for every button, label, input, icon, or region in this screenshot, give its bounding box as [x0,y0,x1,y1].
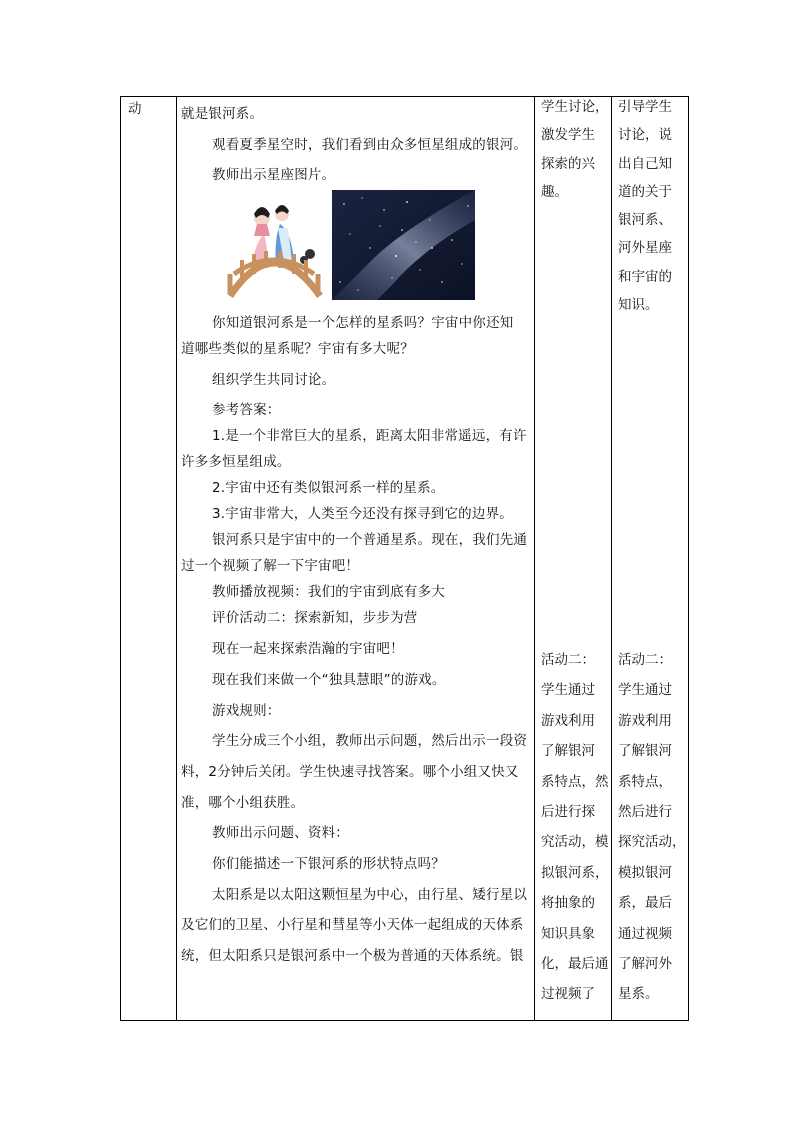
col3-line: 系特点，然 [541,773,609,790]
content-line: 评价活动二：探索新知，步步为营 [212,610,418,627]
content-line: 组织学生共同讨论。 [212,371,336,388]
milky-way-night-sky-photo [332,190,475,300]
col4-line: 银河系、 [618,212,672,229]
content-line: 太阳系是以太阳这颗恒星为中心，由行星、矮行星以 [212,886,528,903]
content-line: 1.是一个非常巨大的星系，距离太阳非常遥远，有许 [212,428,527,445]
content-line: 银河系只是宇宙中的一个普通星系。现在，我们先通 [212,532,528,549]
col4-line: 通过视频 [618,925,672,942]
col3-line: 探索的兴 [541,155,595,172]
content-line: 游戏规则： [212,702,281,719]
col4-line: 系特点， [618,773,672,790]
lesson-table [120,96,689,1021]
col4-line: 和宇宙的 [618,268,672,285]
content-line: 许多多恒星组成。 [181,454,291,471]
col3-line: 究活动，模 [541,834,609,851]
col4-line: 学生通过 [618,682,672,699]
col3-line: 知识具象 [541,925,595,942]
col3-line: 学生通过 [541,682,595,699]
content-line: 统，但太阳系只是银河系中一个极为普通的天体系统。银 [181,948,524,964]
col3-line: 化，最后通 [541,956,609,973]
stage-label: 动 [128,101,142,117]
content-line: 参考答案： [212,402,281,419]
content-line: 2.宇宙中还有类似银河系一样的星系。 [212,480,445,497]
student-activity-bottom [541,645,607,1010]
column-divider [534,97,535,1020]
col3-line: 激发学生 [541,127,595,144]
col4-line: 星系。 [618,986,659,1003]
content-line: 3.宇宙非常大，人类至今还没有探寻到它的边界。 [212,506,513,523]
design-intent-top [618,93,684,319]
column-divider [176,97,177,1020]
teaching-content [181,101,533,969]
col3-line: 学生讨论， [541,99,609,115]
content-line: 学生分成三个小组，教师出示问题，然后出示一段资 [212,733,528,750]
col3-line: 过视频了 [541,986,595,1003]
col4-line: 引导学生 [618,99,672,115]
col4-line: 了解银河 [618,743,672,760]
content-line: 准，哪个小组获胜。 [181,794,305,811]
column-divider [611,97,612,1020]
col3-line: 后进行探 [541,804,595,821]
col3-line: 将抽象的 [541,895,595,912]
content-line: 道哪些类似的星系呢？宇宙有多大呢？ [181,341,414,358]
content-line: 你知道银河系是一个怎样的星系吗？宇宙中你还知 [212,315,514,332]
col4-line: 了解河外 [618,956,672,973]
col4-line: 河外星座 [618,240,672,257]
couple-on-bridge-illustration [224,194,324,298]
content-line: 观看夏季星空时，我们看到由众多恒星组成的银河。 [212,136,528,153]
content-line: 现在一起来探索浩瀚的宇宙吧！ [212,641,404,658]
content-line: 就是银河系。 [181,106,264,122]
col4-line: 游戏利用 [618,712,672,729]
content-line: 料，2分钟后关闭。学生快速寻找答案。哪个小组又快又 [181,763,519,780]
col4-line: 道的关于 [618,183,672,200]
content-line: 你们能描述一下银河系的形状特点吗？ [212,855,445,872]
col3-line: 拟银河系， [541,864,609,881]
content-line: 教师播放视频：我们的宇宙到底有多大 [212,584,445,601]
col4-line: 模拟银河 [618,864,672,881]
image-row [181,190,533,305]
design-intent-bottom [618,645,684,1010]
col3-line: 了解银河 [541,743,595,760]
col3-line: 趣。 [541,183,568,200]
content-line: 过一个视频了解一下宇宙吧！ [181,558,360,575]
col4-line: 探究活动， [618,834,686,851]
col4-line: 然后进行 [618,804,672,821]
content-line: 教师出示问题、资料： [212,825,349,842]
col4-line: 系，最后 [618,895,672,912]
col4-line: 活动二： [618,652,672,668]
col3-line: 活动二： [541,652,595,668]
content-line: 及它们的卫星、小行星和彗星等小天体一起组成的天体系 [181,917,524,934]
col4-line: 出自己知 [618,155,672,172]
content-line: 教师出示星座图片。 [212,167,336,184]
col4-line: 知识。 [618,297,659,314]
col3-line: 游戏利用 [541,712,595,729]
content-line: 现在我们来做一个“独具慧眼”的游戏。 [212,671,446,688]
student-activity-top [541,93,607,206]
col4-line: 讨论，说 [618,127,672,144]
